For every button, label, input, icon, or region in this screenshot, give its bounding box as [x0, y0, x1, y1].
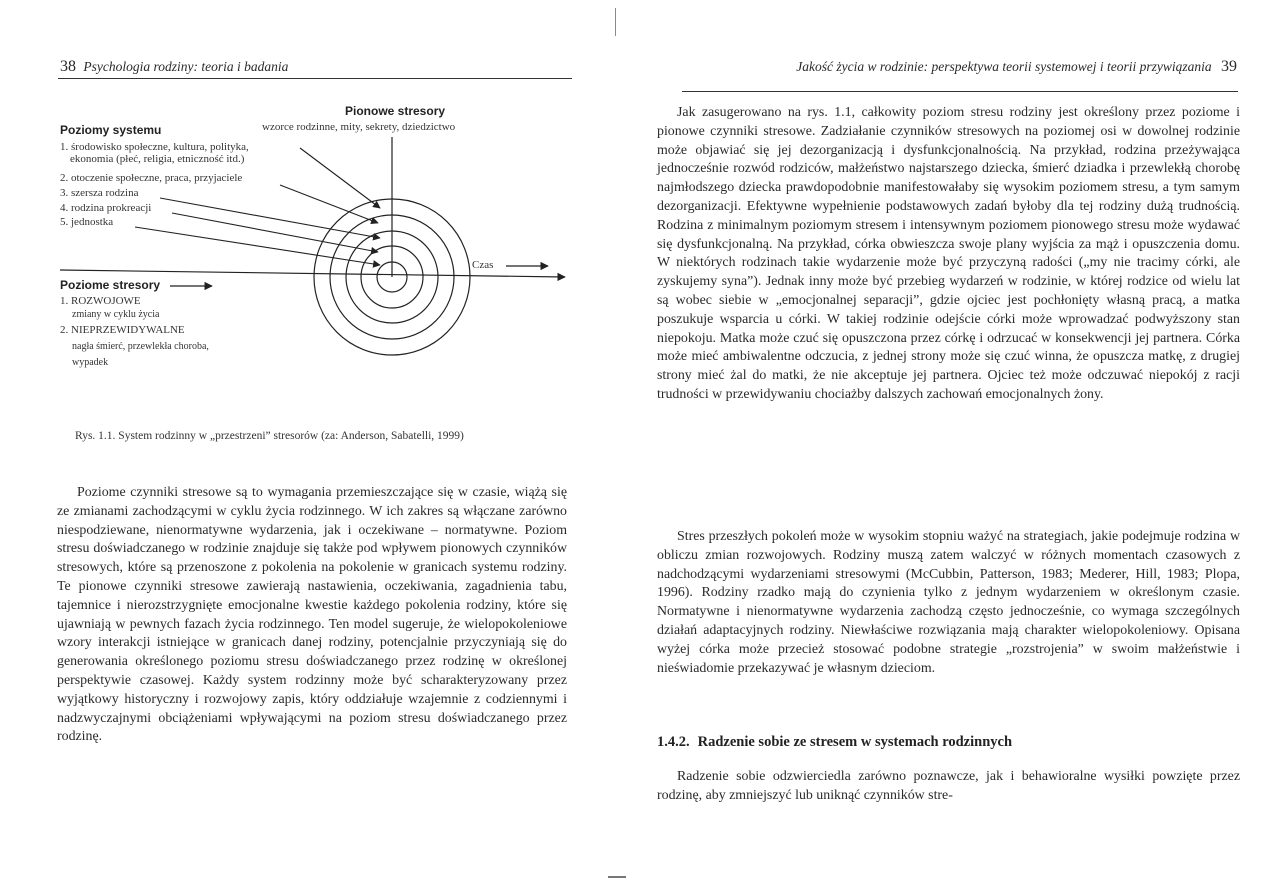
right-running-title: Jakość życia w rodzinie: perspektywa teorii systemowej i teorii przywiązania: [796, 59, 1212, 74]
left-running-title: Psychologia rodziny: teoria i badania: [83, 59, 289, 74]
system-level-item: 3. szersza rodzina: [60, 187, 139, 199]
system-level-item: 5. jednostka: [60, 216, 114, 228]
arrow-level-5: [135, 227, 380, 265]
arrow-level-1: [300, 148, 380, 208]
left-page-number: 38: [60, 58, 76, 75]
vertical-stressors-subtitle: wzorce rodzinne, mity, sekrety, dziedzictwo: [262, 121, 456, 133]
system-level-item: 4. rodzina prokreacji: [60, 202, 152, 214]
time-label: Czas: [472, 259, 494, 271]
right-paragraph: Jak zasugerowano na rys. 1.1, całkowity poziom stresu rodziny jest określony przez poziome i pionowe czynniki stresowe. Zadziałanie czynników stresowych na poziomej osi w dowolnej rodzinie może objawiać się jej dezorganizacją i dysfunkcjonalnością. Na przykład, rodzina przeżywająca jednocześnie rozwód rodziców, małżeństwo najstarszego dziecka, śmierć dziadka i przewlekłą chorobę najmłodszego dziecka prawdopodobnie manifestowałaby się wysokim poziomem stresu, a tym samym dezorganizacji. Efektywne wypełnienie podstawowych zadań byłoby dla tej rodziny dużą trudnością. Rodzina z minimalnym poziomym stresem i intensywnym poziomem pionowego stresu może wydawać się dysfunkcjonalną. Na przykład, córka obwieszcza swoje plany wyjścia za mąż i opuszczenia domu. W niektórych rodzinach takie wydarzenie może być przyczyną radości („my nie tracimy córki, ale zyskujemy syna”). Jednak inny może być przebieg wydarzeń w rodzinie, w której rodzice od wielu lat są wobec siebie w „emocjonalnej separacji”, gdzie ojciec jest pochłonięty własną pracą, a matka poszukuje wsparcia u córki. W takiej rodzinie odejście córki może wprowadzać podwyższony stan niepokoju. Matka może czuć się opuszczona przez córkę i odrzucać w konsekwencji jej partnera. Córka może mieć ambiwalentne odczucia, z jednej strony może się czuć winna, że opuszcza matkę, z drugiej strony mieć żal do matki, że nie akceptuje jej partnera. Ojciec też może odczuwać niepokój z racji trudności w przewidywaniu chociażby dalszych zachowań emocjonalnych żony.: [657, 105, 1240, 402]
system-level-item: 1. środowisko społeczne, kultura, polityka,: [60, 141, 249, 153]
horizontal-stressors-title: Poziome stresory: [60, 278, 161, 292]
right-header-rule: [682, 91, 1238, 92]
horizontal-stressor-detail: nagła śmierć, przewlekła choroba,: [72, 341, 209, 352]
left-header-rule: [58, 78, 572, 79]
vertical-stressors-title: Pionowe stresory: [345, 104, 446, 118]
left-page: [0, 0, 620, 893]
right-page: [630, 0, 1263, 893]
right-running-header: [796, 58, 1241, 76]
right-paragraph: Stres przeszłych pokoleń może w wysokim stopniu ważyć na strategiach, jakie podejmuje rodzina w obliczu zmian rozwojowych. Rodziny muszą zatem walczyć w różnych momentach czasowych z nadchodzącymi wydarzeniami stresowymi (McCubbin, Patterson, 1983; Mederer, Hill, 1983; Plopa, 1996). Rodziny rzadko mają do czynienia tylko z jednym wydarzeniem w określonym czasie. Normatywne i nienormatywne wydarzenia zachodzą często jednocześnie, co wymaga szczególnych działań adaptacyjnych rodziny. Niewłaściwe rozwiązania mają charakter wielopokoleniowy. Opisana wyżej córka może przecież stosować podobne strategie „rozstrojenia” w swoim małżeństwie i nieświadomie przekazywać je własnym dzieciom.: [657, 529, 1240, 676]
system-level-item: ekonomia (płeć, religia, etniczność itd.): [70, 153, 245, 165]
section-title: Radzenie sobie ze stresem w systemach rodzinnych: [697, 734, 1013, 750]
system-level-item: 2. otoczenie społeczne, praca, przyjaciele: [60, 172, 243, 184]
figure-stressors: [0, 95, 620, 465]
horizontal-stressor-item: 2. NIEPRZEWIDYWALNE: [60, 324, 185, 336]
figure-caption: Rys. 1.1. System rodzinny w „przestrzeni” stresorów (za: Anderson, Sabatelli, 1999): [75, 430, 464, 442]
system-levels-title: Poziomy systemu: [60, 123, 162, 137]
horizontal-stressor-item: 1. ROZWOJOWE: [60, 295, 141, 307]
horizontal-stressor-detail: wypadek: [72, 357, 109, 368]
horizontal-stressor-detail: zmiany w cyklu życia: [72, 309, 160, 320]
section-number: 1.4.2.: [657, 734, 690, 750]
right-paragraph: Radzenie sobie odzwierciedla zarówno poznawcze, jak i behawioralne wysiłki powzięte przez rodzinę, aby zmniejszyć lub uniknąć czynników stre-: [657, 769, 1240, 803]
right-page-number: 39: [1221, 58, 1237, 75]
level-arrows: [135, 148, 380, 265]
left-running-header: [60, 58, 288, 76]
section-heading: [657, 734, 1012, 751]
left-paragraph: Poziome czynniki stresowe są to wymagania przemieszczające się w czasie, wiążą się ze zmianami zachodzącymi w cyklu życia rodzinnego. W ich zakres są włączane zarówno niespodziewane, nienormatywne wydarzenia, jak i oczekiwane – normatywne. Poziom stresu doświadczanego w rodzinie znajduje się także pod wpływem pionowych czynników stresowych, które są przenoszone z pokolenia na pokolenie w granicach systemu rodziny. Te pionowe czynniki stresowe zawierają nastawienia, oczekiwania, zagadnienia tabu, tajemnice i nierozstrzygnięte emocjonalne kwestie każdego pokolenia rodziny, które się ujawniają w pewnych fazach życia rodzinnego. Ten model sugeruje, że wielopokoleniowe wzory interakcji istniejące w granicach danej rodziny, potencjalnie przyczyniają się do generowania określonego poziomu stresu doświadczanego przez rodzinę w określonej perspektywie czasowej. Każdy system rodzinny może być scharakteryzowany przez wyjątkowy historyczny i rozwojowy zapis, który oddziałuje wzajemnie z codziennymi i nadzwyczajnymi obciążeniami wpływającymi na poziom stresu doświadczanego przez rodzinę.: [57, 485, 567, 745]
